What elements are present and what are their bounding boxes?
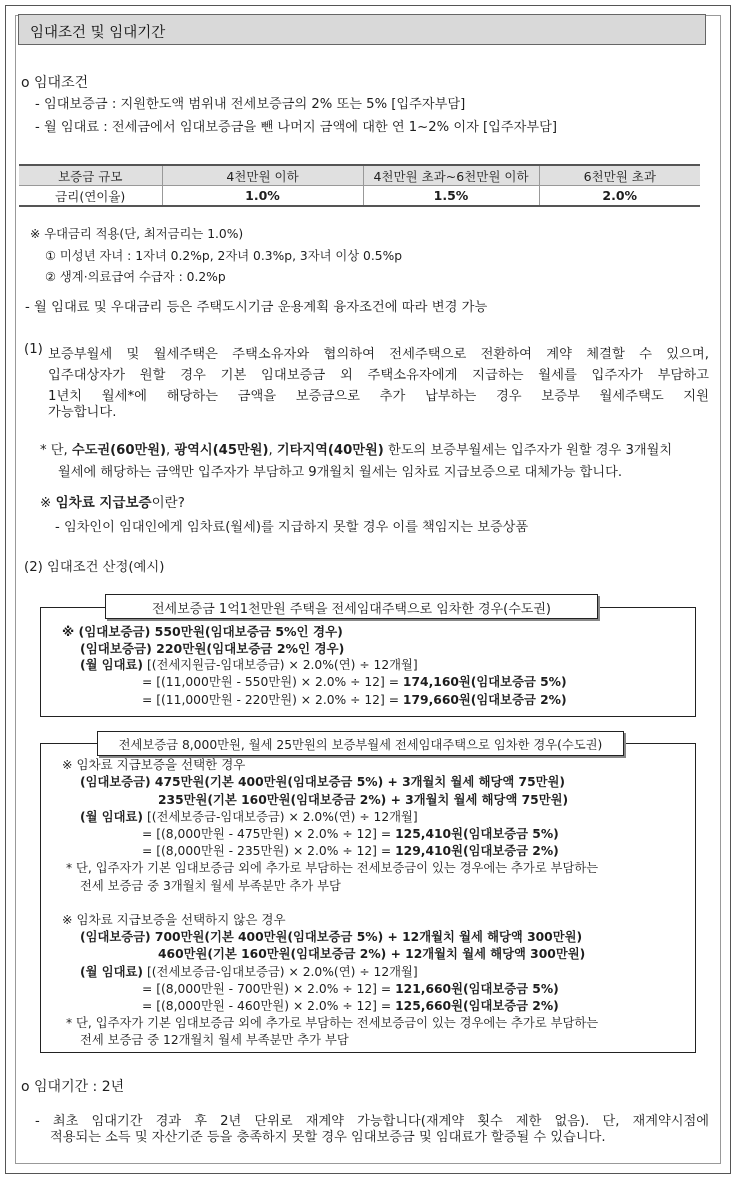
- example1-caption: 전세보증금 1억1천만원 주택을 전세임대주택으로 임차한 경우(수도권): [105, 594, 598, 619]
- example1-rent-formula: [(전세지원금-임대보증금) × 2.0%(연) ÷ 12개월]: [143, 658, 418, 672]
- deposit-line: - 임대보증금 : 지원한도액 범위내 전세보증금의 2% 또는 5% [입주자부담]: [35, 97, 466, 112]
- star-note-comma: ,: [166, 443, 175, 458]
- example2-result: 125,410원(임대보증금 5%): [395, 827, 559, 841]
- guarantee-heading-bold: 임차료 지급보증: [55, 495, 152, 511]
- example2-line: [142, 845, 559, 859]
- star-note-line1: [40, 444, 672, 459]
- example2-rent-formula: [(전세보증금-임대보증금) × 2.0%(연) ÷ 12개월]: [143, 810, 418, 824]
- rate-table: [19, 164, 700, 207]
- example2-line: [80, 966, 418, 980]
- rate-value: 1.0%: [162, 186, 363, 207]
- para1-line: 보증부월세 및 월세주택은 주택소유자와 협의하여 전세주택으로 전환하여 계약 체결할 수 있으며,: [48, 347, 709, 362]
- star-note-line2: 월세에 해당하는 금액만 입주자가 부담하고 9개월치 월세는 임차료 지급보증으로 대체가능 합니다.: [58, 465, 623, 480]
- rent-line: - 월 임대료 : 전세금에서 임대보증금을 뺀 나머지 금액에 대한 연 1~2% 이자 [입주자부담]: [35, 120, 557, 135]
- region-metro: 광역시(45만원): [174, 443, 269, 458]
- region-capital: 수도권(60만원): [71, 443, 167, 458]
- example2-rent-label: (월 임대료): [80, 965, 144, 979]
- period-line: - 최초 임대기간 경과 후 2년 단위로 재계약 가능합니다(재계약 횟수 제한 없음). 단, 재계약시점에: [35, 1114, 709, 1129]
- rate-row-label: 금리(연이율): [19, 186, 162, 207]
- example2-note: * 단, 입주자가 기본 임대보증금 외에 추가로 부담하는 전세보증금이 있는 경우에는 추가로 부담하는: [66, 1016, 599, 1030]
- example2-line: 235만원(기본 160만원(임대보증금 2%) + 3개월치 월세 해당액 75만원): [158, 793, 569, 807]
- rate-table-header: [19, 165, 700, 186]
- preferential-heading: ※ 우대금리 적용(단, 최저금리는 1.0%): [30, 227, 244, 241]
- example2-result: 121,660원(임대보증금 5%): [395, 982, 559, 996]
- preferential-item: ① 미성년 자녀 : 1자녀 0.2%p, 2자녀 0.3%p, 3자녀 이상 0.5%p: [45, 249, 403, 263]
- example2-line: [80, 811, 418, 825]
- rate-header-cell: 6천만원 초과: [539, 165, 700, 186]
- guarantee-heading-suffix: 이란?: [151, 495, 185, 511]
- example1-line: ※ (임대보증금) 550만원(임대보증금 5%인 경우): [62, 624, 343, 639]
- example2-calc: = [(8,000만원 - 700만원) × 2.0% ÷ 12] =: [142, 982, 396, 996]
- guarantee-heading: [40, 496, 185, 511]
- example2-line: (임대보증금) 700만원(기본 400만원(임대보증금 5%) + 12개월치 월세 해당액 300만원): [80, 930, 583, 944]
- conditions-heading: o 임대조건: [21, 75, 89, 91]
- section-title: 임대조건 및 임대기간: [18, 14, 706, 45]
- example1-rent-label: (월 임대료): [80, 658, 144, 672]
- guarantee-desc: - 임차인이 임대인에게 임차료(월세)를 지급하지 못할 경우 이를 책임지는 보증상품: [55, 520, 529, 535]
- example2-rent-formula: [(전세보증금-임대보증금) × 2.0%(연) ÷ 12개월]: [143, 965, 418, 979]
- example2-result: 125,660원(임대보증금 2%): [395, 999, 559, 1013]
- example1-result: 174,160원(임대보증금 5%): [402, 675, 567, 689]
- star-note-tail: 한도의 보증부월세는 입주자가 원할 경우 3개월치: [383, 443, 673, 458]
- example2-caption: 전세보증금 8,000만원, 월세 25만원의 보증부월세 전세임대주택으로 임차한 경우(수도권): [97, 731, 624, 756]
- rate-table-row: [19, 186, 700, 207]
- rate-header-cell: 보증금 규모: [19, 165, 162, 186]
- para2-heading: (2) 임대조건 산정(예시): [24, 560, 165, 575]
- para1-line: 가능합니다.: [48, 405, 117, 420]
- rate-header-cell: 4천만원 초과~6천만원 이하: [363, 165, 539, 186]
- para1-num: (1): [24, 342, 43, 357]
- example1-result: 179,660원(임대보증금 2%): [402, 693, 567, 707]
- rate-value: 2.0%: [539, 186, 700, 207]
- example2-rent-label: (월 임대료): [80, 810, 144, 824]
- example2-calc: = [(8,000만원 - 235만원) × 2.0% ÷ 12] =: [142, 844, 396, 858]
- period-heading: o 임대기간 : 2년: [21, 1079, 125, 1095]
- change-note: - 월 임대료 및 우대금리 등은 주택도시기금 운용계획 융자조건에 따라 변경 가능: [25, 300, 488, 315]
- star-note-prefix: * 단,: [40, 443, 72, 458]
- example2-b-heading: ※ 임차료 지급보증을 선택하지 않은 경우: [62, 912, 286, 927]
- rate-header-cell: 4천만원 이하: [162, 165, 363, 186]
- guarantee-heading-prefix: ※: [40, 495, 56, 511]
- example2-note: 전세 보증금 중 3개월치 월세 부족분만 추가 부담: [80, 879, 341, 893]
- example2-result: 129,410원(임대보증금 2%): [395, 844, 559, 858]
- star-note-comma: ,: [268, 443, 277, 458]
- rate-value: 1.5%: [363, 186, 539, 207]
- example2-line: [142, 1000, 559, 1014]
- example2-calc: = [(8,000만원 - 460만원) × 2.0% ÷ 12] =: [142, 999, 396, 1013]
- example2-line: [142, 983, 559, 997]
- example2-note: 전세 보증금 중 12개월치 월세 부족분만 추가 부담: [80, 1033, 349, 1047]
- para1-line: 입주대상자가 원할 경우 기본 임대보증금 외 주택소유자에게 지급하는 월세를 입주자가 부담하고: [48, 368, 709, 383]
- period-line: 적용되는 소득 및 자산기준 등을 충족하지 못할 경우 임대보증금 및 임대료가 할증될 수 있습니다.: [50, 1130, 606, 1145]
- example1-calc: = [(11,000만원 - 550만원) × 2.0% ÷ 12] =: [142, 675, 403, 689]
- example2-line: (임대보증금) 475만원(기본 400만원(임대보증금 5%) + 3개월치 월세 해당액 75만원): [80, 775, 566, 789]
- example2-calc: = [(8,000만원 - 475만원) × 2.0% ÷ 12] =: [142, 827, 396, 841]
- example2-line: [142, 828, 559, 842]
- example2-note: * 단, 입주자가 기본 임대보증금 외에 추가로 부담하는 전세보증금이 있는 경우에는 추가로 부담하는: [66, 861, 599, 875]
- para1-line: 1년치 월세*에 해당하는 금액을 보증금으로 추가 납부하는 경우 보증부 월세주택도 지원: [48, 389, 709, 404]
- example1-line: [80, 659, 418, 673]
- example1-calc: = [(11,000만원 - 220만원) × 2.0% ÷ 12] =: [142, 693, 403, 707]
- example1-line: [142, 676, 567, 690]
- preferential-item: ② 생계·의료급여 수급자 : 0.2%p: [45, 270, 226, 284]
- example1-line: (임대보증금) 220만원(임대보증금 2%인 경우): [80, 641, 345, 656]
- region-other: 기타지역(40만원): [276, 443, 384, 458]
- example2-line: 460만원(기본 160만원(임대보증금 2%) + 12개월치 월세 해당액 300만원): [158, 947, 586, 961]
- example1-line: [142, 694, 567, 708]
- example2-a-heading: ※ 임차료 지급보증을 선택한 경우: [62, 757, 246, 772]
